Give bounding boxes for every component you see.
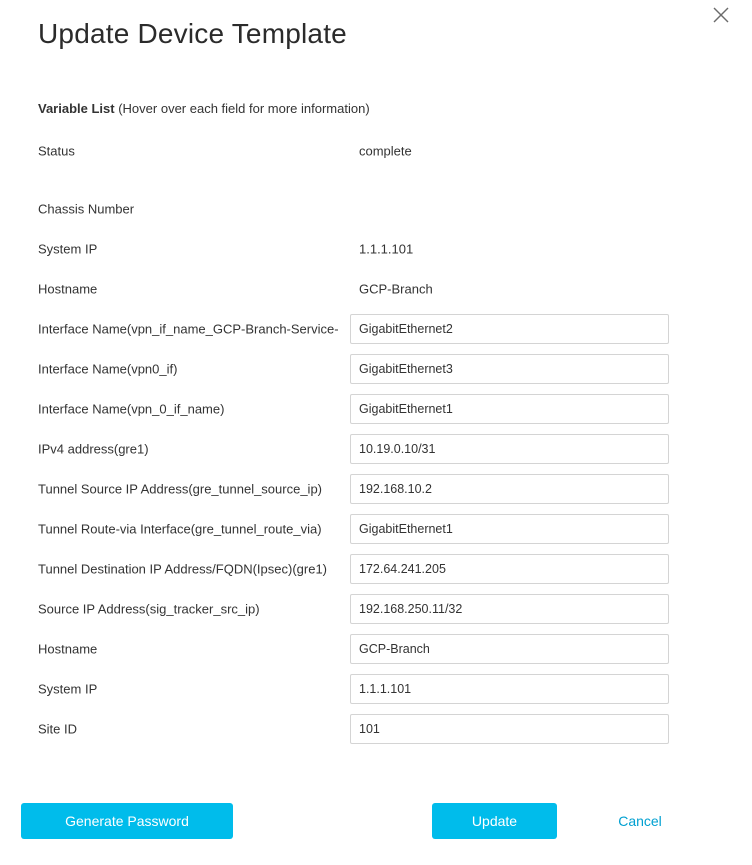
table-row [0,389,752,429]
row-value-static: GCP-Branch [359,281,433,297]
table-row [0,269,752,309]
table-row [0,589,752,629]
row-value-static: complete [359,143,412,159]
table-row [0,131,752,171]
row-label: Interface Name(vpn_0_if_name) [38,401,225,417]
row-label: Tunnel Destination IP Address/FQDN(Ipsec)(gre1) [38,561,328,577]
row-label: Status [38,143,75,159]
table-row [0,669,752,709]
variable-rows [0,131,752,749]
table-row [0,189,752,229]
dialog-footer [0,803,752,839]
table-row [0,709,752,749]
hostname-input[interactable] [350,634,669,664]
row-label: Site ID [38,721,78,737]
table-row [0,229,752,269]
page-title: Update Device Template [38,18,347,49]
row-label: Hostname [38,281,98,297]
row-label: System IP [38,241,98,257]
close-icon [712,6,734,24]
tunnel-destination-ip-input[interactable] [350,554,669,584]
update-button[interactable]: Update [432,803,557,839]
table-row [0,469,752,509]
row-label: Source IP Address(sig_tracker_src_ip) [38,601,260,617]
variable-list-header [38,101,370,116]
close-button[interactable] [712,4,734,26]
row-label: Chassis Number [38,201,135,217]
table-row [0,349,752,389]
tunnel-route-via-interface-input[interactable] [350,514,669,544]
row-label: IPv4 address(gre1) [38,441,149,457]
system-ip-input[interactable] [350,674,669,704]
variable-list-heading: Variable List [38,101,115,116]
tunnel-source-ip-input[interactable] [350,474,669,504]
interface-name-vpn0-if-input[interactable] [350,354,669,384]
interface-name-vpn0-if-name-input[interactable] [350,394,669,424]
table-row [0,509,752,549]
table-row [0,549,752,589]
site-id-input[interactable] [350,714,669,744]
row-label: Interface Name(vpn_if_name_GCP-Branch-Service- [38,321,339,337]
row-label: Tunnel Route-via Interface(gre_tunnel_route_via) [38,521,322,537]
interface-name-service-input[interactable] [350,314,669,344]
cancel-button[interactable]: Cancel [595,803,685,839]
row-value-static: 1.1.1.101 [359,241,414,257]
generate-password-button[interactable]: Generate Password [21,803,233,839]
row-spacer [0,171,752,189]
row-label: Hostname [38,641,98,657]
source-ip-address-sig-tracker-input[interactable] [350,594,669,624]
table-row [0,429,752,469]
table-row [0,629,752,669]
row-label: Interface Name(vpn0_if) [38,361,178,377]
row-label: Tunnel Source IP Address(gre_tunnel_source_ip) [38,481,323,497]
row-label: System IP [38,681,98,697]
variable-list-hint: (Hover over each field for more information) [118,101,370,116]
ipv4-address-gre1-input[interactable] [350,434,669,464]
table-row [0,309,752,349]
